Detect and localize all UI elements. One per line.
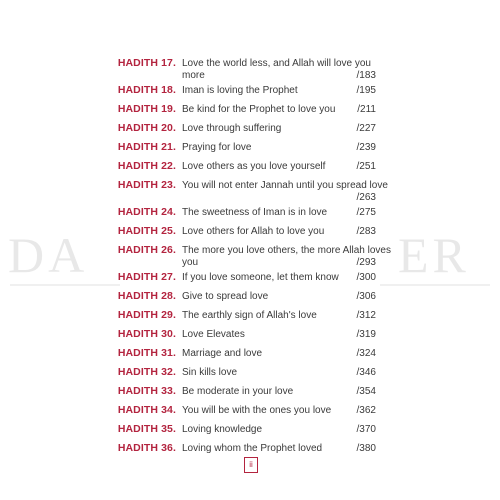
entry-title-line-1: Be kind for the Prophet to love you [182,104,336,115]
entry-page: /346 [356,367,376,378]
entry-page: /319 [356,329,376,340]
hadith-number: HADITH 26. [117,244,176,256]
watermark-rule-right [380,284,490,286]
entry-title-line-1: The sweetness of Iman is in love [182,207,328,218]
hadith-number: HADITH 21. [117,141,176,153]
hadith-number: HADITH 34. [117,404,176,416]
entry-title-line-1: Love the world less, and Allah will love you [182,58,371,69]
entry-title-line-1: The earthly sign of Allah's love [182,310,317,321]
hadith-number: HADITH 33. [117,385,176,397]
entry-title [182,180,388,192]
entry-page: /293 [356,257,376,268]
entry-page: /183 [356,70,376,81]
entry-title-line-1: If you love someone, let them know [182,272,339,283]
entry-title-line-2: you [182,257,199,268]
entry-page: /354 [356,386,376,397]
entry-page: /239 [356,142,376,153]
watermark-right-text: ER [398,227,470,283]
entry-title-line-1: You will not enter Jannah until you spread love [182,180,388,191]
entry-title-line-1: Love Elevates [182,329,245,340]
hadith-number: HADITH 27. [117,271,176,283]
hadith-number: HADITH 36. [117,442,176,454]
entry-page: /300 [356,272,376,283]
entry-page: /312 [356,310,376,321]
hadith-number: HADITH 24. [117,206,176,218]
hadith-number: HADITH 32. [117,366,176,378]
entry-page: /370 [356,424,376,435]
hadith-number: HADITH 30. [117,328,176,340]
hadith-number: HADITH 20. [117,122,176,134]
entry-page: /380 [356,443,376,454]
hadith-number: HADITH 29. [117,309,176,321]
entry-page: /251 [356,161,376,172]
entry-page: /263 [356,192,376,203]
hadith-number: HADITH 19. [117,103,176,115]
entry-title-line-1: Give to spread love [182,291,269,302]
entry-page: /227 [356,123,376,134]
hadith-number: HADITH 28. [117,290,176,302]
hadith-number: HADITH 31. [117,347,176,359]
entry-title-line-1: The more you love others, the more Allah loves [182,245,391,256]
entry-page: /211 [357,104,376,115]
entry-page: /362 [356,405,376,416]
entry-title-line-1: Marriage and love [182,348,263,359]
page-number: ii [244,457,258,473]
entry-page: /283 [356,226,376,237]
entry-title-line-1: Praying for love [182,142,252,153]
entry-title-line-2: more [182,70,205,81]
entry-title-line-1: Love others as you love yourself [182,161,326,172]
hadith-number: HADITH 23. [117,179,176,191]
entry-title-line-1: Love through suffering [182,123,282,134]
entry-title-line-1: Love others for Allah to love you [182,226,325,237]
entry-page: /195 [356,85,376,96]
entry-page: /324 [356,348,376,359]
hadith-number: HADITH 22. [117,160,176,172]
entry-title-line-1: Be moderate in your love [182,386,294,397]
hadith-number: HADITH 17. [117,57,176,69]
entry-title-line-1: Loving knowledge [182,424,263,435]
hadith-number: HADITH 35. [117,423,176,435]
entry-page: /275 [356,207,376,218]
watermark-rule-left [10,284,120,286]
entry-title-line-1: You will be with the ones you love [182,405,332,416]
hadith-number: HADITH 18. [117,84,176,96]
entry-title-line-1: Iman is loving the Prophet [182,85,298,96]
entry-title-line-1: Sin kills love [182,367,238,378]
entry-page: /306 [356,291,376,302]
entry-title-line-1: Loving whom the Prophet loved [182,443,323,454]
hadith-number: HADITH 25. [117,225,176,237]
watermark-left-text: DA [8,227,89,283]
